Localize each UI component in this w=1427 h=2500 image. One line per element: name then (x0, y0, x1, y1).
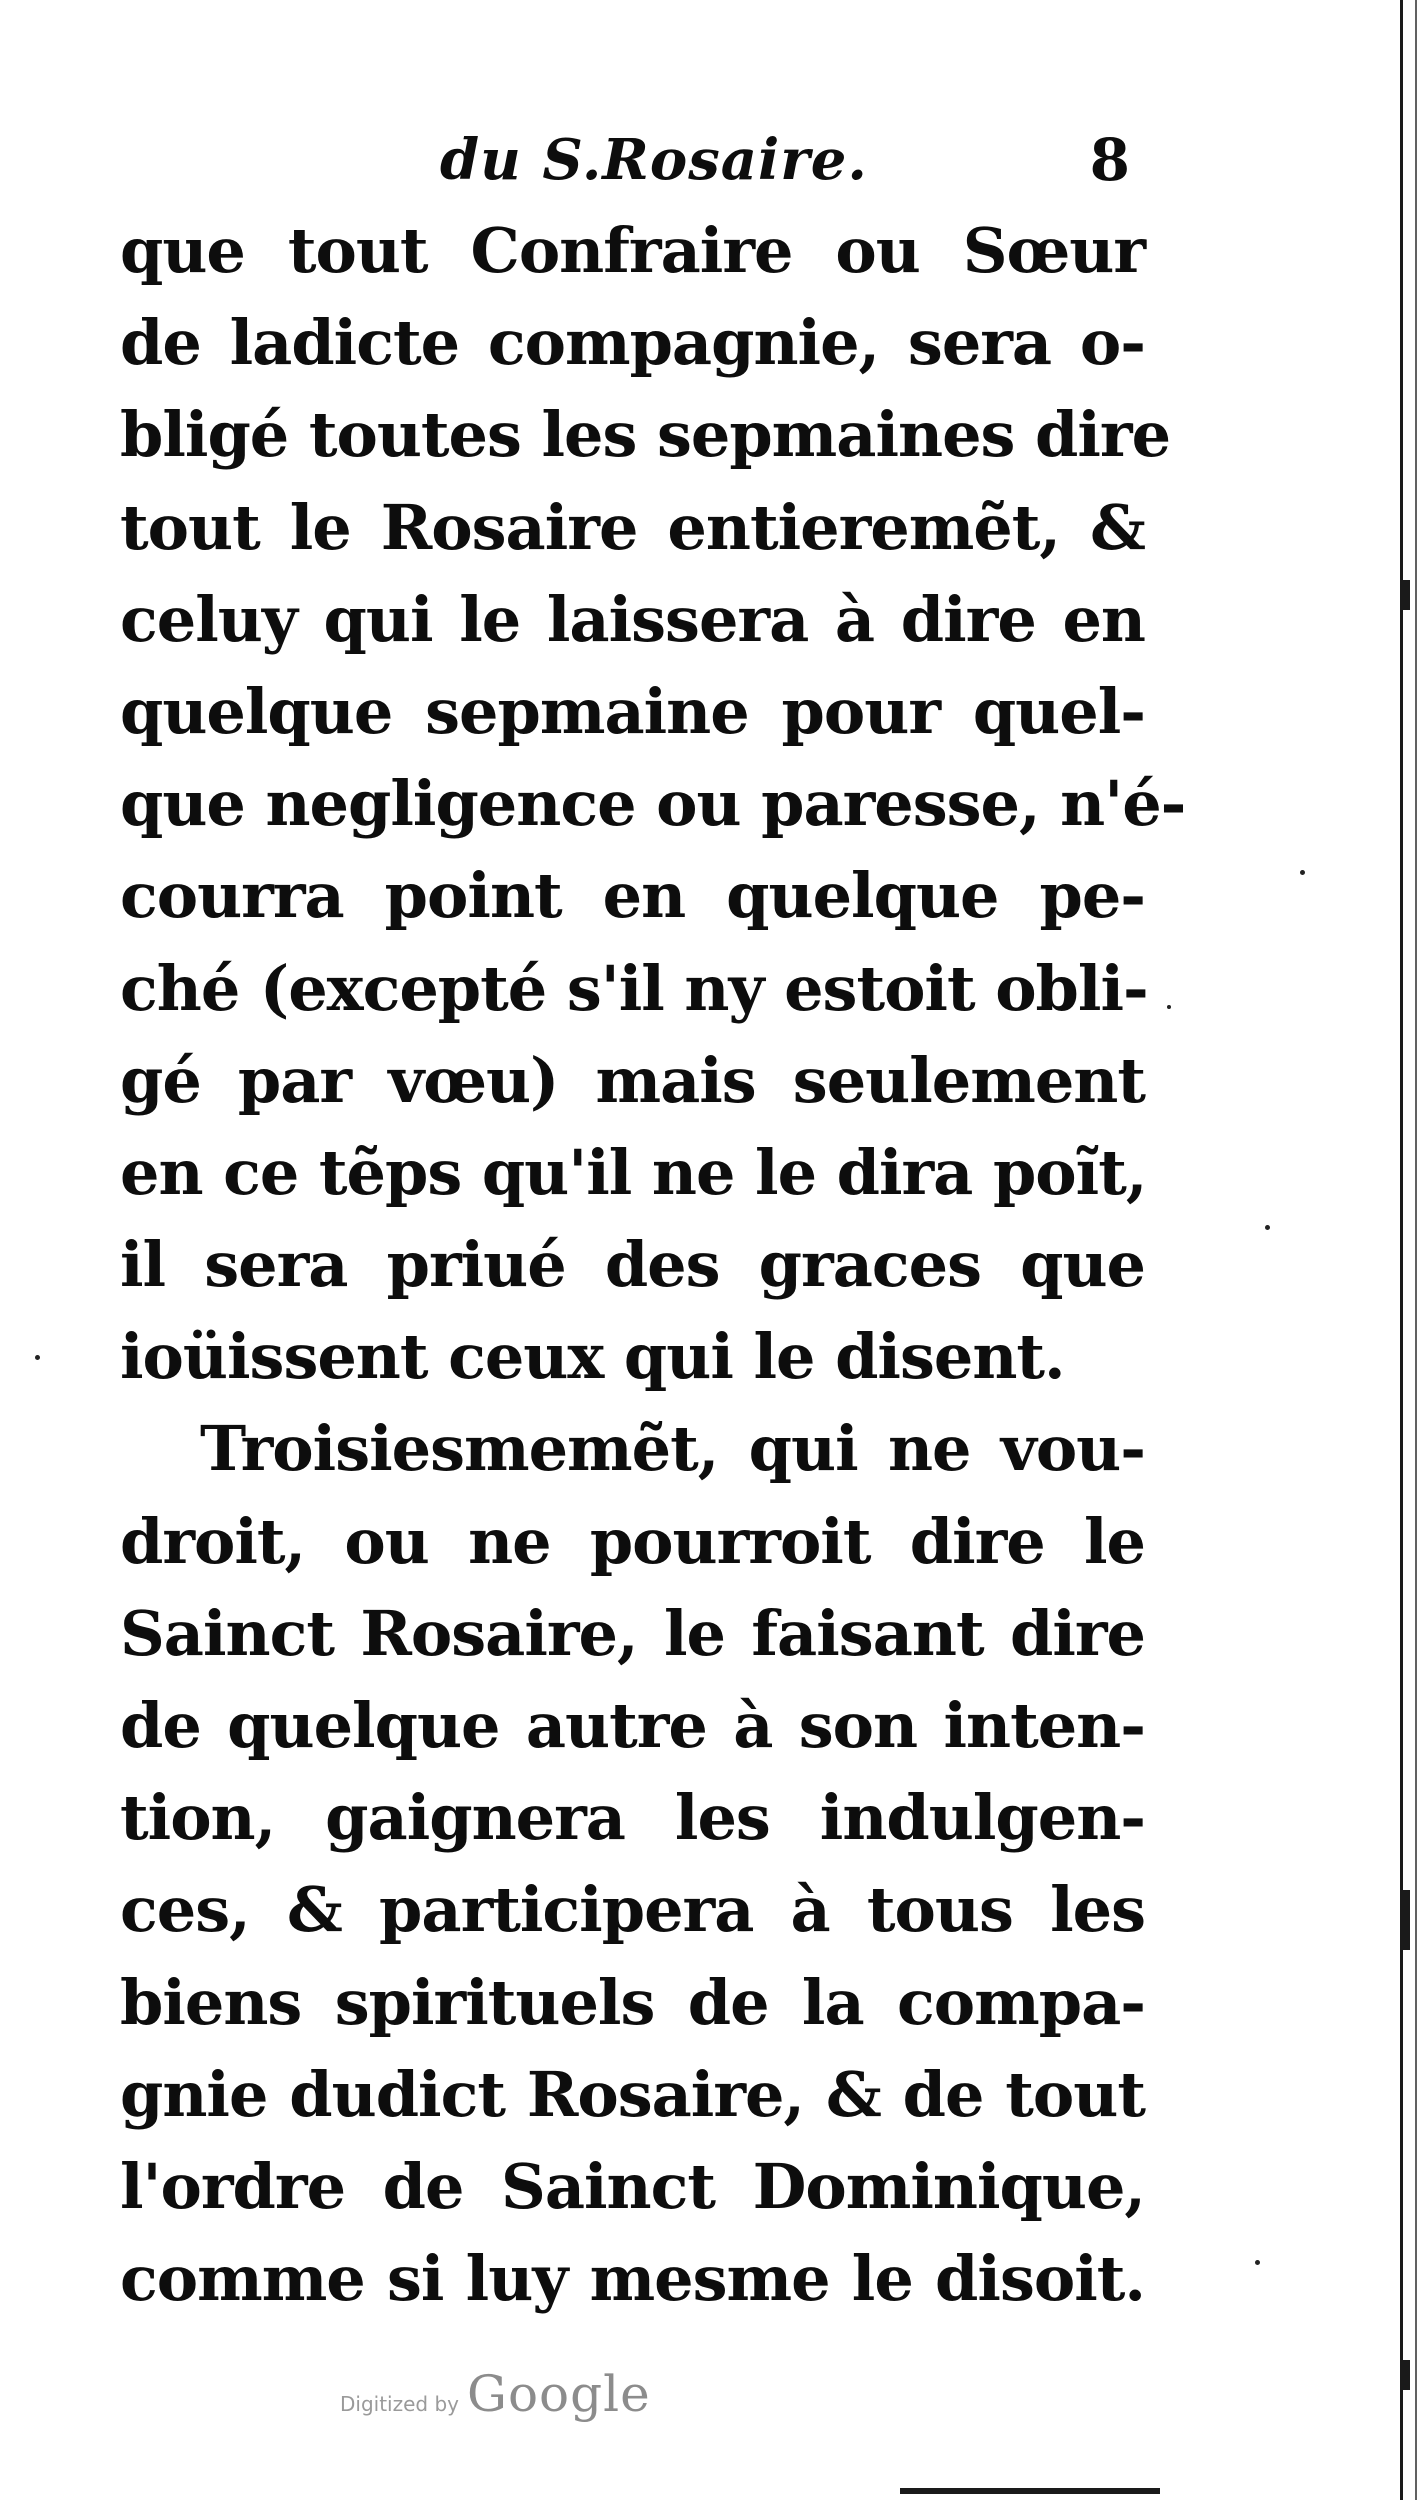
text-line: droit, ou ne pourroit dire le (120, 1504, 1145, 1578)
text-line: que negligence ou paresse, n'é- (120, 767, 1186, 841)
ink-speck (1300, 870, 1305, 875)
digitized-by-label: Digitized by (340, 2392, 459, 2416)
text-line: bligé toutes les sepmaines dire (120, 398, 1171, 472)
text-line: ché (excepté s'il ny estoit obli- (120, 951, 1148, 1025)
text-line: courra point en quelque pe- (120, 859, 1145, 933)
running-head (120, 120, 1130, 200)
text-line: celuy qui le laissera à dire en (120, 582, 1145, 656)
text-line: gé par vœu) mais seulement (120, 1043, 1145, 1117)
text-line: de quelque autre à son inten- (120, 1689, 1145, 1762)
page-binding-edge (1400, 0, 1403, 2500)
text-line: gnie dudict Rosaire, & de tout (120, 2057, 1145, 2131)
text-line: en ce tẽps qu'il ne le dira poĩt, (120, 1135, 1147, 1209)
text-line: Sainct Rosaire, le faisant dire (120, 1596, 1145, 1670)
adjacent-page-edge (1415, 0, 1417, 2500)
text-line: ces, & participera à tous les (120, 1873, 1145, 1947)
body-text (120, 205, 1186, 2325)
text-line: tout le Rosaire entieremẽt, & (120, 490, 1145, 564)
ink-speck (35, 1355, 40, 1360)
text-line: tion, gaignera les indulgen- (120, 1781, 1145, 1855)
ink-speck (1265, 1225, 1270, 1230)
text-line: comme si luy mesme le disoit. (120, 2242, 1145, 2316)
text-line: l'ordre de Sainct Dominique, (120, 2149, 1145, 2223)
digitized-watermark (340, 2365, 651, 2435)
ink-speck (1167, 1005, 1171, 1009)
running-title: du S.Rosaire. (440, 127, 868, 193)
edge-mark (1400, 1890, 1410, 1950)
text-line: il sera priué des graces que (120, 1228, 1145, 1302)
text-line: biens spirituels de la compa- (120, 1965, 1145, 2039)
edge-mark (1400, 580, 1410, 610)
page-number: 8 (1089, 126, 1130, 194)
bottom-edge-mark (900, 2488, 1160, 2494)
edge-mark (1400, 2360, 1410, 2390)
google-logo: Google (467, 2365, 651, 2423)
text-line: que tout Confraire ou Sœur (120, 214, 1145, 287)
paragraph-start-line: Troisiesmemẽt, qui ne vou- (200, 1412, 1145, 1486)
text-line: ioüissent ceux qui le disent. (120, 1320, 1065, 1394)
text-line: de ladicte compagnie, sera o- (120, 306, 1145, 380)
ink-speck (1255, 2260, 1260, 2265)
text-line: quelque sepmaine pour quel- (120, 674, 1145, 748)
